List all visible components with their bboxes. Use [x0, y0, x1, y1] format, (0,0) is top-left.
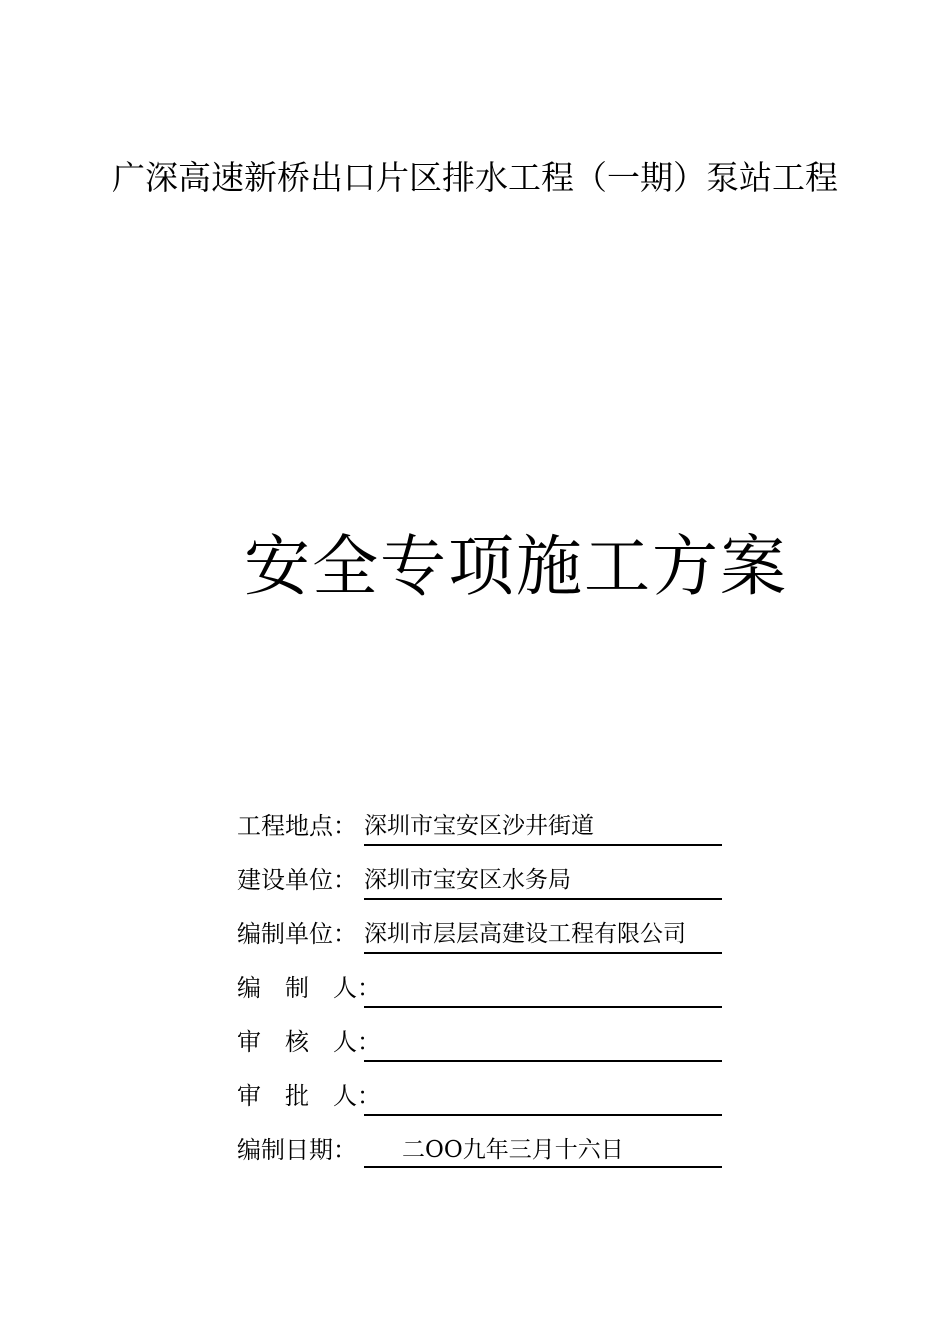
info-value-location: 深圳市宝安区沙井街道 [364, 806, 722, 846]
info-row-location [237, 806, 737, 846]
info-value-compiler [364, 968, 722, 1008]
info-row-client [237, 860, 737, 900]
document-title: 安全专项施工方案 [244, 528, 788, 605]
info-row-compiling-unit [237, 914, 737, 954]
info-label-location: 工程地点： [237, 812, 357, 840]
info-value-date: 二OO九年三月十六日 [364, 1130, 722, 1168]
info-label-date: 编制日期： [237, 1136, 357, 1164]
info-label-reviewer: 审 核 人： [237, 1028, 381, 1056]
info-row-reviewer [237, 1022, 737, 1062]
info-label-approver: 审 批 人： [237, 1082, 381, 1110]
info-value-approver [364, 1076, 722, 1116]
info-row-date [237, 1130, 737, 1170]
info-row-compiler [237, 968, 737, 1008]
info-value-compiling-unit: 深圳市层层高建设工程有限公司 [364, 914, 722, 954]
info-label-client: 建设单位： [237, 866, 357, 894]
info-label-compiler: 编 制 人： [237, 974, 381, 1002]
project-title: 广深高速新桥出口片区排水工程（一期）泵站工程 [112, 158, 838, 197]
info-row-approver [237, 1076, 737, 1116]
info-value-reviewer [364, 1022, 722, 1062]
info-value-client: 深圳市宝安区水务局 [364, 860, 722, 900]
info-label-compiling-unit: 编制单位： [237, 920, 357, 948]
